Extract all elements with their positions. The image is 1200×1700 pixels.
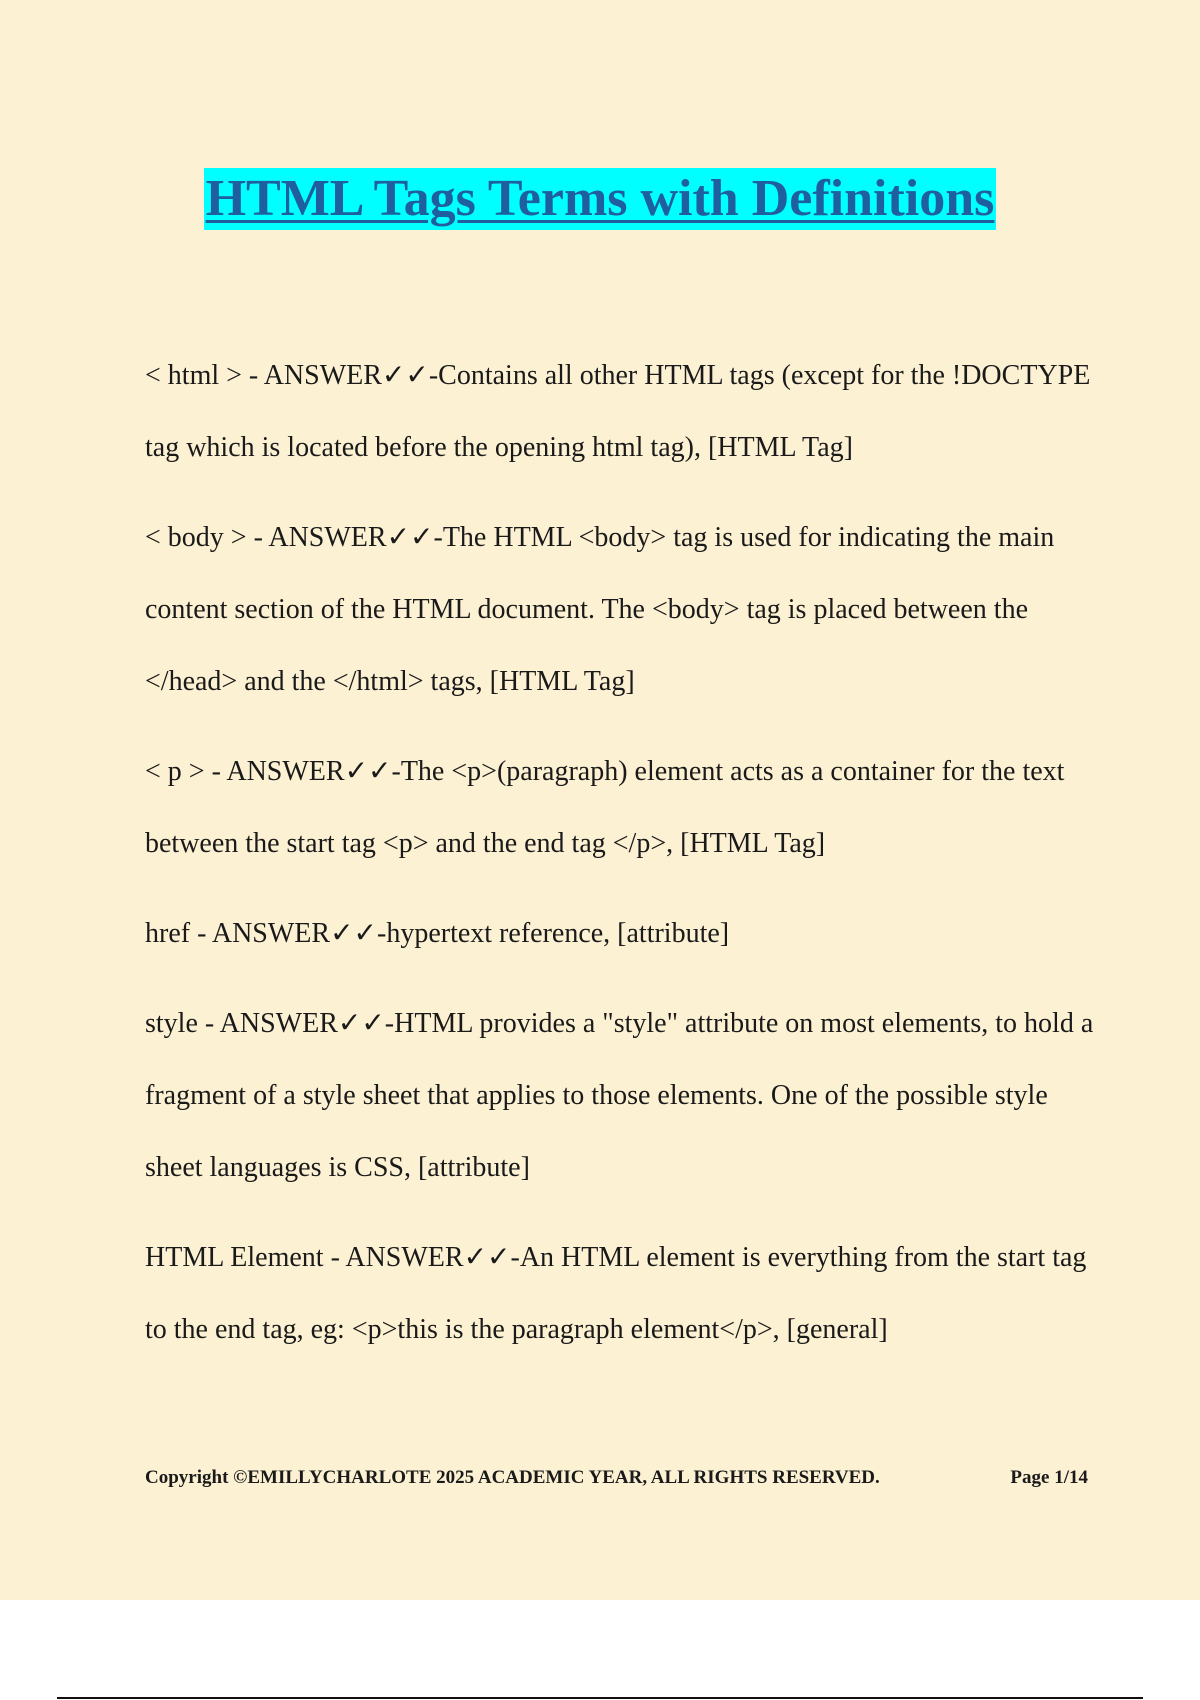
entry-list — [145, 340, 1095, 1384]
entry-p: < p > - ANSWER✓✓-The <p>(paragraph) element acts as a container for the text between the start tag <p> and the end tag </p>, [HTML Tag] — [145, 756, 1065, 859]
entry-style: style - ANSWER✓✓-HTML provides a "style" attribute on most elements, to hold a fragment of a style sheet that applies to those elements. One of the possible style sheet languages is CSS, [attribute] — [145, 1008, 1094, 1183]
title-wrapper — [0, 168, 1200, 230]
page-title: HTML Tags Terms with Definitions — [204, 168, 997, 230]
entry-html: < html > - ANSWER✓✓-Contains all other HTML tags (except for the !DOCTYPE tag which is located before the opening html tag), [HTML Tag] — [145, 360, 1091, 463]
footer-copyright: Copyright ©EMILLYCHARLOTE 2025 ACADEMIC YEAR, ALL RIGHTS RESERVED. — [145, 1467, 880, 1488]
bottom-divider — [57, 1697, 1143, 1699]
entry-href: href - ANSWER✓✓-hypertext reference, [attribute] — [145, 918, 730, 949]
entry-body: < body > - ANSWER✓✓-The HTML <body> tag is used for indicating the main content section of the HTML document. The <body> tag is placed between the </head> and the </html> tags, [HTML Tag] — [145, 522, 1055, 697]
footer-page-number: Page 1/14 — [1010, 1467, 1088, 1488]
entry-html-element: HTML Element - ANSWER✓✓-An HTML element is everything from the start tag to the end tag, eg: <p>this is the paragraph element</p>, [general] — [145, 1242, 1087, 1345]
page-footer — [145, 1467, 1088, 1489]
